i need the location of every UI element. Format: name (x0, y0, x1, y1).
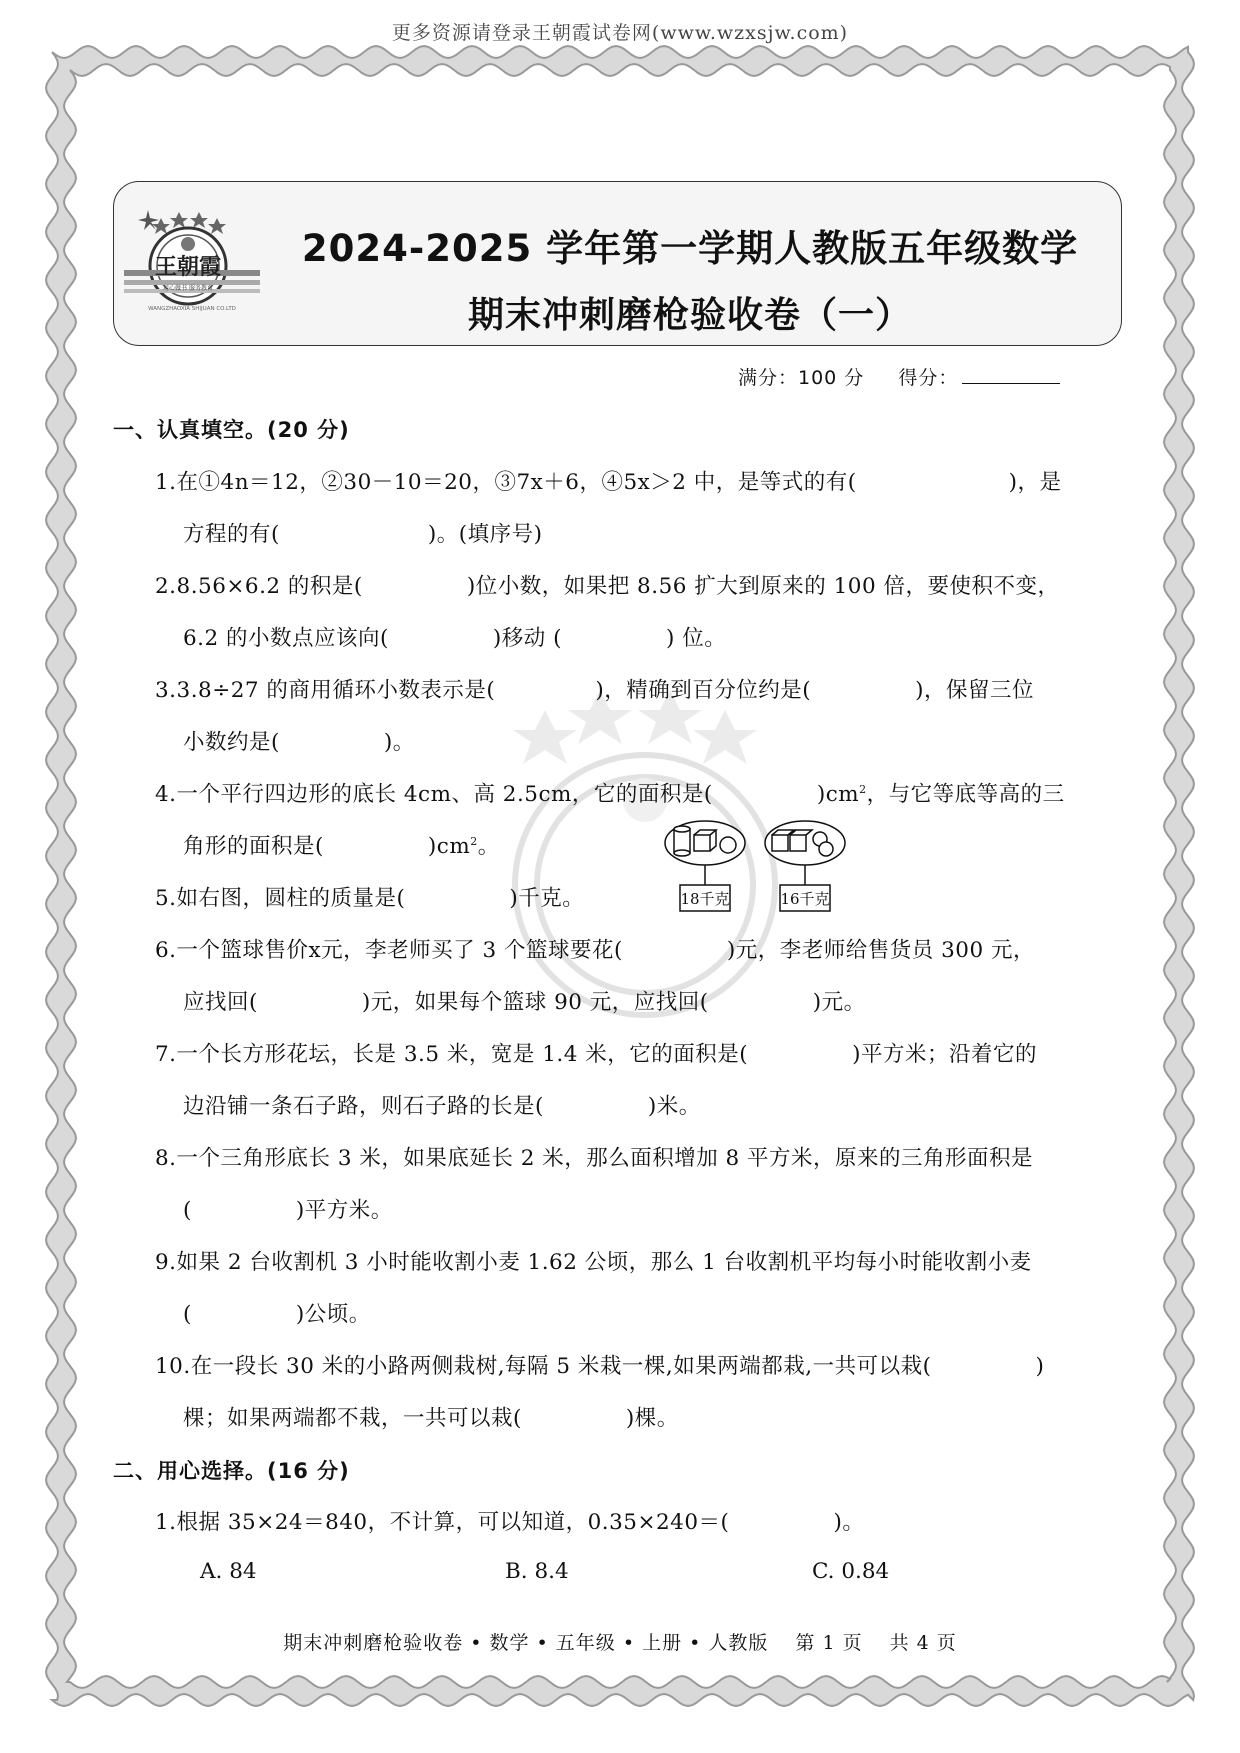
full-score-label: 满分：100 分 (738, 367, 865, 389)
question-text: )cm (816, 782, 860, 807)
exam-title-line2: 期末冲刺磨枪验收卷（一） (467, 295, 912, 336)
question-text: 角形的面积是( (183, 834, 324, 859)
question-text: 1.根据 35×24＝840，不计算，可以知道，0.35×240＝( (155, 1510, 730, 1535)
square-superscript: 2 (470, 834, 478, 848)
question-10-line2 (183, 1401, 679, 1432)
question-text: 6.2 的小数点应该向( (183, 626, 389, 651)
score-line (738, 363, 1060, 390)
square-superscript: 2 (859, 782, 867, 796)
logo-slogan: 用心做书 服务教育 (163, 285, 213, 292)
question-1-line2 (183, 517, 543, 548)
question-text: ) (1035, 1354, 1045, 1379)
question-2-line2 (183, 621, 726, 652)
option-b[interactable]: B. 8.4 (505, 1559, 569, 1584)
question-text: 小数约是( (183, 730, 280, 755)
question-8-line2 (183, 1193, 393, 1224)
site-note: 更多资源请登录王朝霞试卷网(www.wzxsjw.com) (391, 22, 849, 44)
scale-right-label: 16千克 (780, 890, 830, 908)
question-6-line1 (155, 933, 1035, 964)
question-text: )米。 (647, 1094, 701, 1119)
question-text: )公顷。 (295, 1302, 371, 1327)
question-text: ( (183, 1198, 192, 1223)
question-text: )元，李老师给售货员 300 元， (726, 938, 1035, 963)
question-text: 7.一个长方形花坛，长是 3.5 米，宽是 1.4 米，它的面积是( (155, 1042, 749, 1067)
question-6-line2 (183, 985, 866, 1016)
question-text: )平方米；沿着它的 (852, 1042, 1038, 1067)
question-9-line1: 9.如果 2 台收割机 3 小时能收割小麦 1.62 公顷，那么 1 台收割机平均每小时能收割小麦 (155, 1250, 1032, 1275)
question-text: 6.一个篮球售价x元，李老师买了 3 个篮球要花( (155, 938, 623, 963)
question-7-line1 (155, 1037, 1037, 1068)
question-text: ) 位。 (666, 626, 727, 651)
score-got-label: 得分： (898, 367, 959, 389)
question-text: )，保留三位 (915, 678, 1034, 703)
question-4-line2 (183, 829, 500, 860)
question-5 (155, 881, 584, 912)
question-text: 2.8.56×6.2 的积是( (155, 574, 363, 599)
question-text: )位小数，如果把 8.56 扩大到原来的 100 倍，要使积不变， (466, 574, 1060, 599)
page-footer: 期末冲刺磨枪验收卷 • 数学 • 五年级 • 上册 • 人教版 第 1 页 共 4 页 (283, 1632, 957, 1654)
question-8-line1: 8.一个三角形底长 3 米，如果底延长 2 米，那么面积增加 8 平方米，原来的三角形面积是 (155, 1146, 1034, 1171)
question-text: 方程的有( (183, 522, 280, 547)
question-text: )平方米。 (295, 1198, 393, 1223)
question-text: 应找回( (183, 990, 258, 1015)
question-text: )。 (383, 730, 415, 755)
question-text: 棵；如果两端都不栽，一共可以栽( (183, 1406, 522, 1431)
question-text: )千克。 (509, 886, 585, 911)
question-3-line2 (183, 725, 415, 756)
logo-ring-text: WANGZHAOXIA SHIJUAN CO.LTD (148, 306, 236, 312)
choice-question-1 (155, 1505, 864, 1536)
question-text: )棵。 (625, 1406, 679, 1431)
question-text: 。 (477, 834, 500, 859)
question-10-line1 (155, 1349, 1044, 1380)
option-c[interactable]: C. 0.84 (812, 1559, 890, 1584)
question-text: ( (183, 1302, 192, 1327)
question-text: )，是 (1008, 470, 1062, 495)
question-4-line1 (155, 777, 1065, 808)
publisher-logo-icon (124, 210, 260, 322)
question-text: )。 (833, 1510, 865, 1535)
exam-title-line1: 2024-2025 学年第一学期人教版五年级数学 (301, 227, 1079, 270)
question-text: )cm (427, 834, 471, 859)
question-text: 4.一个平行四边形的底长 4cm、高 2.5cm，它的面积是( (155, 782, 713, 807)
section1-heading: 一、认真填空。(20 分) (113, 418, 350, 442)
scale-left-label: 18千克 (680, 890, 730, 908)
question-7-line2 (183, 1089, 701, 1120)
question-text: )元，如果每个篮球 90 元，应找回( (361, 990, 709, 1015)
question-text: 5.如右图，圆柱的质量是( (155, 886, 406, 911)
logo-name: 王朝霞 (154, 254, 222, 280)
option-a[interactable]: A. 84 (200, 1559, 257, 1584)
question-1-line1 (155, 465, 1062, 496)
score-blank[interactable] (962, 367, 1060, 384)
question-text: )，精确到百分位约是( (595, 678, 812, 703)
question-text: )。(填序号) (427, 522, 543, 547)
question-9-line2 (183, 1297, 371, 1328)
question-text: 1.在①4n＝12，②30－10＝20，③7x＋6，④5x＞2 中，是等式的有( (155, 470, 857, 495)
question-2-line1 (155, 569, 1059, 600)
question-3-line1 (155, 673, 1034, 704)
section2-heading: 二、用心选择。(16 分) (113, 1459, 350, 1483)
question-text: )元。 (812, 990, 866, 1015)
question-text: 3.3.8÷27 的商用循环小数表示是( (155, 678, 496, 703)
balance-figure (660, 815, 860, 925)
question-text: )移动 ( (492, 626, 563, 651)
question-text: 边沿铺一条石子路，则石子路的长是( (183, 1094, 544, 1119)
question-text: 10.在一段长 30 米的小路两侧栽树,每隔 5 米栽一棵,如果两端都栽,一共可以栽( (155, 1354, 932, 1379)
question-text: ，与它等底等高的三 (866, 782, 1065, 807)
